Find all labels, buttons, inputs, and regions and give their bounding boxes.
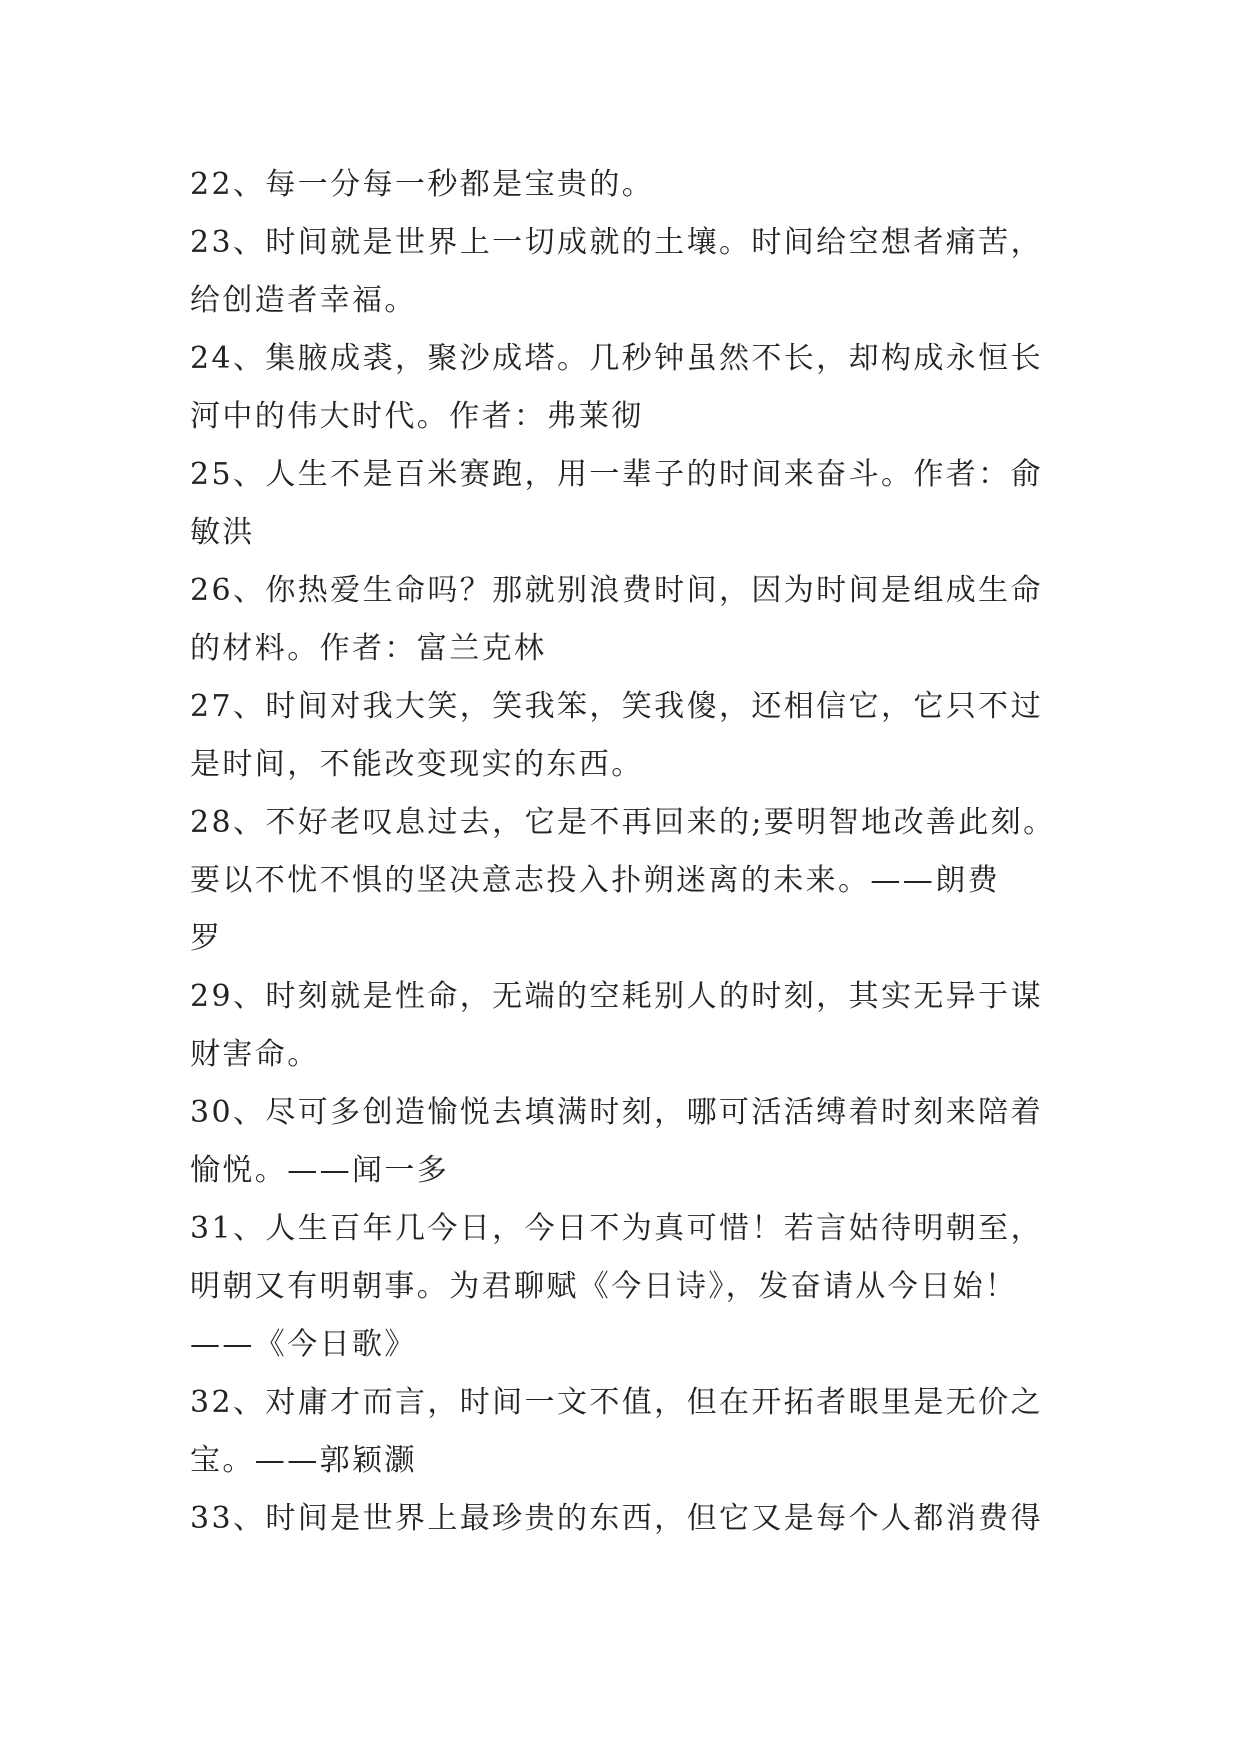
text-line: 24、集腋成裘，聚沙成塔。几秒钟虽然不长，却构成永恒长 bbox=[190, 341, 1043, 376]
text-line: 27、时间对我大笑，笑我笨，笑我傻，还相信它，它只不过 bbox=[190, 689, 1043, 724]
text-line: 30、尽可多创造愉悦去填满时刻，哪可活活缚着时刻来陪着 bbox=[190, 1095, 1043, 1130]
text-line: 财害命。 bbox=[190, 1037, 320, 1072]
text-line: 28、不好老叹息过去，它是不再回来的;要明智地改善此刻。 bbox=[190, 805, 1056, 840]
text-line: 给创造者幸福。 bbox=[190, 283, 417, 318]
text-line: 要以不忧不惧的坚决意志投入扑朔迷离的未来。——朗费 bbox=[190, 863, 1000, 898]
text-line: ——《今日歌》 bbox=[190, 1327, 417, 1362]
text-line: 明朝又有明朝事。为君聊赋《今日诗》，发奋请从今日始！ bbox=[190, 1269, 1018, 1304]
text-line: 31、人生百年几今日，今日不为真可惜！若言姑待明朝至， bbox=[190, 1211, 1043, 1246]
text-line: 33、时间是世界上最珍贵的东西，但它又是每个人都消费得 bbox=[190, 1501, 1043, 1536]
quote-list bbox=[190, 156, 1070, 1548]
text-line: 25、人生不是百米赛跑，用一辈子的时间来奋斗。作者：俞 bbox=[190, 457, 1043, 492]
text-line: 敏洪 bbox=[190, 515, 255, 550]
text-line: 26、你热爱生命吗？那就别浪费时间，因为时间是组成生命 bbox=[190, 573, 1043, 608]
text-line: 23、时间就是世界上一切成就的土壤。时间给空想者痛苦， bbox=[190, 225, 1043, 260]
text-line: 河中的伟大时代。作者：弗莱彻 bbox=[190, 399, 644, 434]
text-line: 29、时刻就是性命，无端的空耗别人的时刻，其实无异于谋 bbox=[190, 979, 1043, 1014]
text-line: 罗 bbox=[190, 921, 223, 956]
text-line: 32、对庸才而言，时间一文不值，但在开拓者眼里是无价之 bbox=[190, 1385, 1043, 1420]
text-line: 愉悦。——闻一多 bbox=[190, 1153, 450, 1188]
text-line: 宝。——郭颖灏 bbox=[190, 1443, 417, 1478]
text-line: 是时间，不能改变现实的东西。 bbox=[190, 747, 644, 782]
text-line: 22、每一分每一秒都是宝贵的。 bbox=[190, 167, 655, 202]
text-line: 的材料。作者：富兰克林 bbox=[190, 631, 547, 666]
